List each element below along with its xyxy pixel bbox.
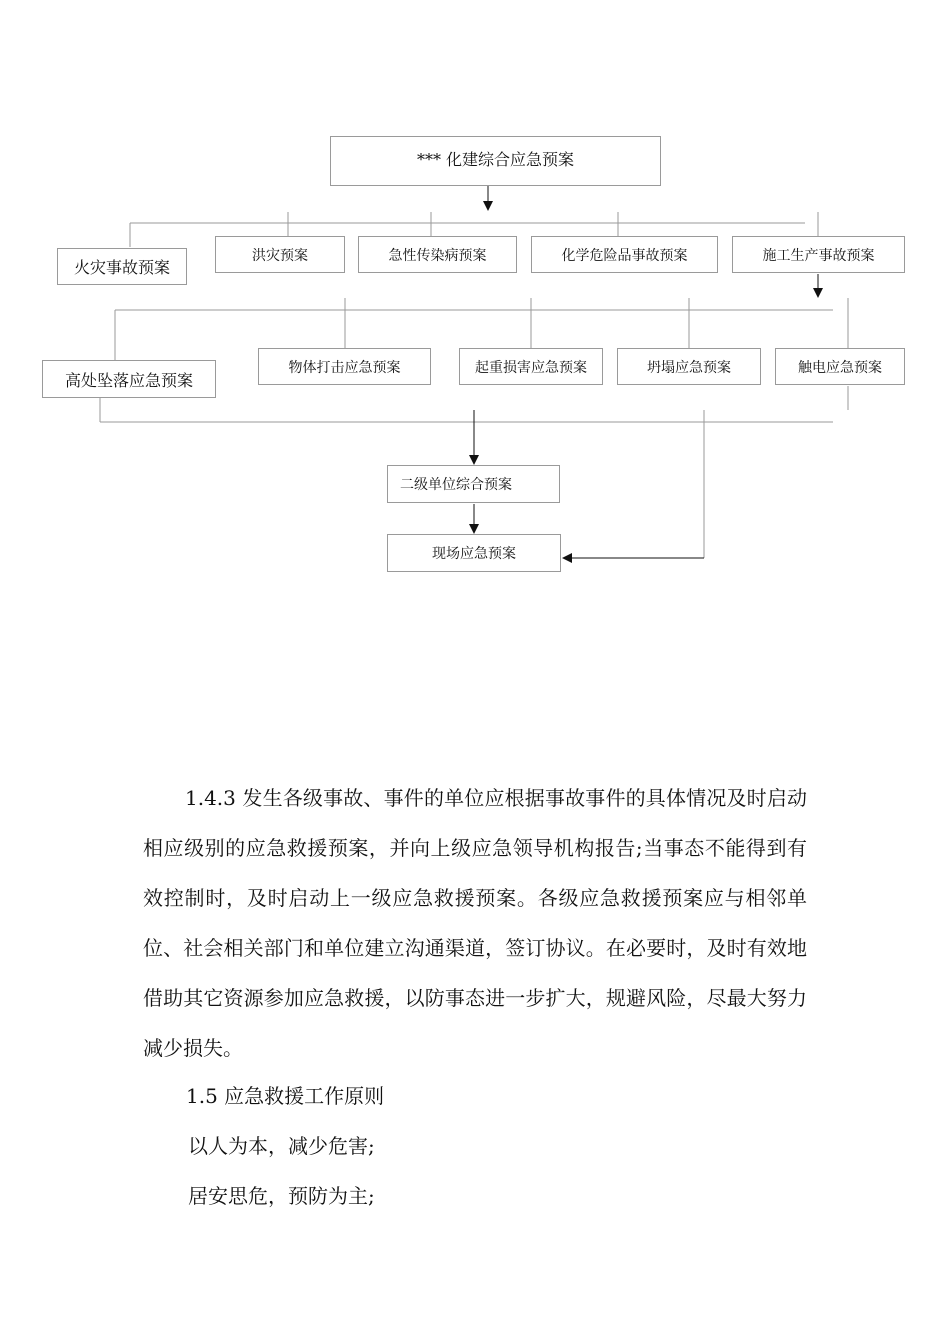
collapse-plan-box: 坍塌应急预案 <box>617 348 761 385</box>
lifting-injury-plan-box: 起重损害应急预案 <box>459 348 603 385</box>
paragraph-1-4-3: 1.4.3 发生各级事故、事件的单位应根据事故事件的具体情况及时启动相应级别的应急救援预案，并向上级应急领导机构报告;当事态不能得到有效控制时，及时启动上一级应急救援预案。各级应急救援预案应与相邻单位、社会相关部门和单位建立沟通渠道，签订协议。在必要时，及时有效地借助其它资源参加应急救援，以防事态进一步扩大，规避风险，尽最大努力减少损失。 <box>143 786 807 1060</box>
hazardous-chemicals-plan-box: 化学危险品事故预案 <box>531 236 718 273</box>
principle-item-2: 居安思危，预防为主; <box>188 1184 375 1208</box>
emergency-plan-flowchart <box>0 0 950 620</box>
electric-shock-plan-box: 触电应急预案 <box>775 348 905 385</box>
epidemic-plan-box: 急性传染病预案 <box>358 236 517 273</box>
principle-item-1: 以人为本，减少危害; <box>188 1134 375 1158</box>
section-heading-1-5: 1.5 应急救援工作原则 <box>186 1084 385 1108</box>
secondary-unit-plan-box: 二级单位综合预案 <box>387 465 560 503</box>
construction-accident-plan-box: 施工生产事故预案 <box>732 236 905 273</box>
object-strike-plan-box: 物体打击应急预案 <box>258 348 431 385</box>
root-plan-box: *** 化建综合应急预案 <box>330 136 661 186</box>
fall-from-height-plan-box: 高处坠落应急预案 <box>42 360 216 398</box>
site-plan-box: 现场应急预案 <box>387 534 561 572</box>
flood-plan-box: 洪灾预案 <box>215 236 345 273</box>
fire-plan-box: 火灾事故预案 <box>57 248 187 285</box>
flowchart-connectors <box>0 0 950 620</box>
